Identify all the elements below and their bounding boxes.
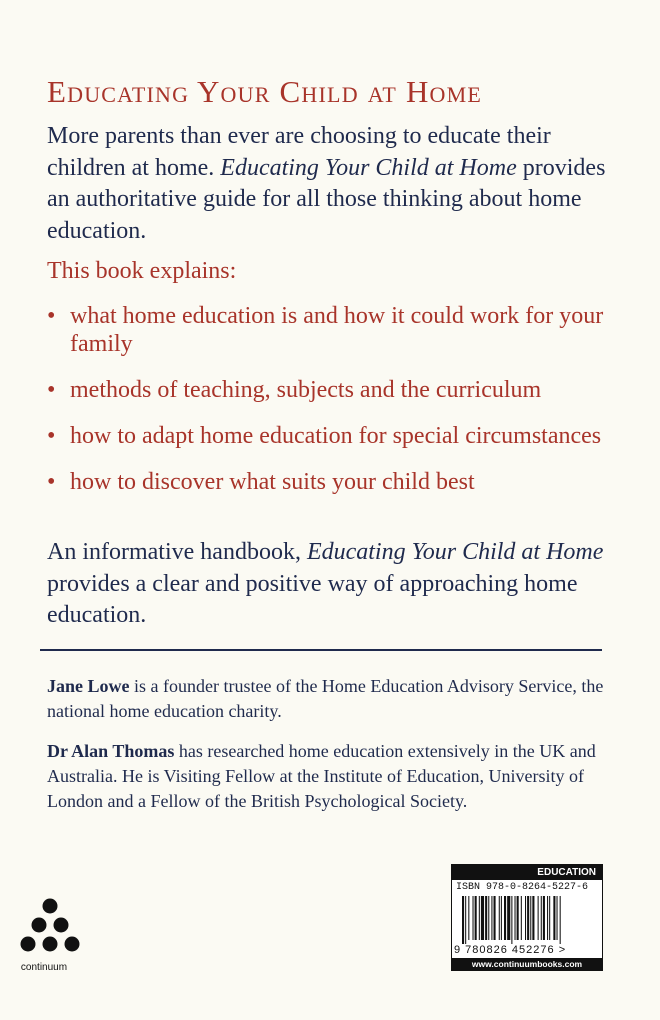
barcode-bar — [521, 896, 522, 940]
barcode-bar — [491, 896, 492, 940]
list-item-text: how to adapt home education for special circumstances — [70, 423, 602, 449]
barcode-bar — [473, 896, 474, 940]
author-name: Dr Alan Thomas — [47, 741, 175, 761]
bullet-icon: • — [47, 303, 56, 329]
intro-paragraph — [47, 121, 607, 247]
barcode-bar — [541, 896, 542, 940]
book-title: Educating Your Child at Home — [47, 74, 483, 109]
list-item-text: what home education is and how it could work for your family — [70, 303, 604, 357]
closing-text-1: An informative handbook, — [47, 539, 307, 565]
barcode-bar — [538, 896, 539, 940]
barcode-bar — [468, 896, 469, 940]
bullet-icon: • — [47, 469, 56, 495]
barcode-bar — [553, 896, 555, 940]
publisher-url: www.continuumbooks.com — [452, 958, 602, 970]
barcode-bar — [527, 896, 529, 940]
barcode-block — [451, 864, 603, 971]
barcode-bar — [465, 896, 466, 944]
bullet-icon: • — [47, 423, 56, 449]
category-label: EDUCATION — [452, 865, 602, 880]
publisher-name: continuum — [20, 962, 68, 973]
intro-book-title: Educating Your Child at Home — [220, 154, 517, 181]
closing-book-title: Educating Your Child at Home — [306, 539, 604, 565]
barcode-bar — [560, 896, 561, 944]
list-item — [47, 376, 607, 404]
explains-label: This book explains: — [47, 258, 237, 284]
author-bio-text: has researched home education extensively in the UK and Australia. He is Visiting Fellow at the Institute of Education, University of London and a Fellow of the British Psychological Society. — [47, 741, 596, 811]
barcode-bar — [499, 896, 500, 940]
feature-list — [47, 302, 607, 514]
author-name: Jane Lowe — [47, 676, 130, 696]
barcode-bar — [517, 896, 519, 940]
author-bio-jane-lowe — [47, 674, 607, 724]
barcode-bar — [504, 896, 506, 940]
closing-text-2: provides a clear and positive way of approaching home education. — [47, 570, 578, 628]
barcode-bar — [475, 896, 477, 940]
list-item — [47, 422, 607, 450]
intro-text-2: provides an authoritative guide for all those thinking about home education. — [47, 154, 606, 244]
barcode-icon — [462, 896, 592, 944]
barcode-bar — [511, 896, 512, 944]
list-item — [47, 302, 607, 358]
barcode-bar — [543, 896, 545, 940]
barcode-bar — [515, 896, 516, 940]
list-item-text: how to discover what suits your child best — [70, 469, 475, 495]
list-item — [47, 468, 607, 496]
barcode-bar — [507, 896, 510, 940]
barcode-bar — [479, 896, 480, 940]
barcode-bar — [494, 896, 496, 940]
barcode-bar — [557, 896, 558, 940]
divider — [40, 649, 602, 651]
barcode-bar — [485, 896, 487, 940]
barcode-bar — [481, 896, 484, 940]
barcode-bar — [547, 896, 548, 940]
barcode-bar — [501, 896, 502, 940]
isbn-text: ISBN 978-0-8264-5227-6 — [456, 882, 589, 893]
list-item-text: methods of teaching, subjects and the curriculum — [70, 377, 542, 403]
barcode-bar — [530, 896, 531, 940]
author-bio-alan-thomas — [47, 739, 607, 814]
barcode-bar — [549, 896, 550, 940]
intro-text-1: More parents than ever are choosing to educate their children at home. — [47, 123, 551, 181]
closing-paragraph — [47, 537, 607, 632]
barcode-bar — [488, 896, 489, 940]
barcode-bar — [532, 896, 534, 940]
barcode-bar — [525, 896, 526, 940]
barcode-bar — [462, 896, 464, 944]
bullet-icon: • — [47, 377, 56, 403]
barcode-digits: 9 780826 452276 > — [454, 944, 567, 956]
author-bio-text: is a founder trustee of the Home Education Advisory Service, the national home education charity. — [47, 676, 604, 721]
